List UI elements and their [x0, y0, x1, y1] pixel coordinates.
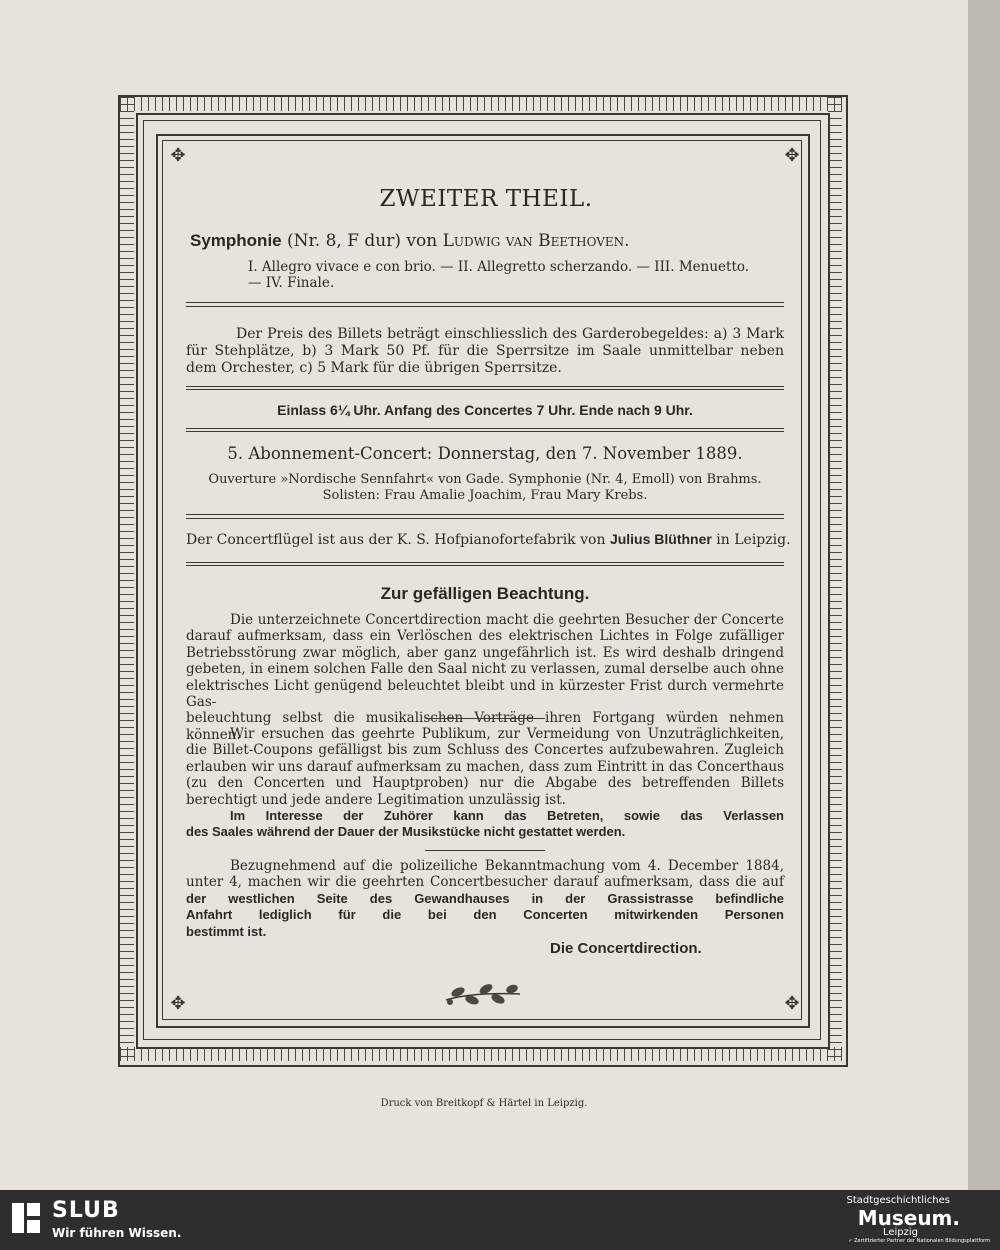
piano-maker: Julius Blüthner: [609, 531, 712, 547]
short-divider: [425, 850, 545, 851]
printer-imprint: Druck von Breitkopf & Härtel in Leipzig.: [380, 1098, 588, 1109]
notice-line: berechtigt und jede andere Legitimation unzulässig ist.: [186, 791, 566, 808]
leaf-vignette-icon: [442, 980, 524, 1010]
price-info: [186, 326, 784, 377]
border-hatch-left: [120, 97, 134, 1061]
border-hatch-top: [120, 97, 842, 111]
next-concert-soloists: Solisten: Frau Amalie Joachim, Frau Mary Krebs.: [322, 488, 648, 503]
museum-note: ✓ Zertifizierter Partner der Nationalen Bildungsplattform: [848, 1238, 990, 1244]
movements-line-2: — IV. Finale.: [248, 275, 335, 291]
notice-line: Betriebsstörung zwar möglich, aber ganz ungefährlich ist. Es wird deshalb dringend: [186, 644, 784, 661]
divider: [186, 386, 784, 390]
notice-line: Anfahrt lediglich für die bei den Concerten mitwirkenden Personen: [186, 907, 784, 923]
library-name[interactable]: SLUB: [52, 1198, 120, 1223]
divider: [186, 514, 784, 519]
price-line: Der Preis des Billets beträgt einschliesslich des Garderobegeldes: a) 3 Mark: [236, 326, 784, 342]
notice-paragraph-3: [186, 858, 784, 940]
notice-line: die Billet-Coupons gefälligst bis zum Schluss des Concertes aufzubewahren. Zugleich: [186, 742, 784, 759]
notice-heading: Zur gefälligen Beachtung.: [380, 584, 590, 603]
corner-ornament-icon: ✥: [170, 145, 186, 166]
next-concert-program: Ouverture »Nordische Sennfahrt« von Gade. Symphonie (Nr. 4, Emoll) von Brahms.: [208, 472, 762, 487]
corner-ornament-icon: ✥: [784, 993, 800, 1014]
library-tagline: Wir führen Wissen.: [52, 1226, 182, 1240]
movements-line-1: I. Allegro vivace e con brio. — II. Allegretto scherzando. — III. Menuetto.: [248, 259, 750, 275]
divider: [186, 428, 784, 432]
slub-logo-icon[interactable]: [12, 1203, 40, 1233]
corner-ornament-icon: ✥: [170, 993, 186, 1014]
footer-bar: [0, 1190, 1000, 1250]
divider: [186, 562, 784, 566]
notice-line: erlauben wir uns darauf aufmerksam zu machen, dass zum Eintritt in das Concerthaus: [186, 758, 784, 775]
symphony-line: [190, 231, 630, 251]
notice-emphasis: des Saales während der Dauer der Musikstücke nicht gestattet werden.: [186, 824, 626, 840]
admission-times: Einlass 6¼ Uhr. Anfang des Concertes 7 Uhr. Ende nach 9 Uhr.: [277, 402, 693, 418]
symphony-detail: (Nr. 8, F dur) von: [287, 231, 438, 251]
notice-line: bestimmt ist.: [186, 923, 267, 939]
museum-logo[interactable]: Museum.: [857, 1206, 960, 1230]
short-divider: [425, 718, 545, 719]
notice-line: Die unterzeichnete Concertdirection macht die geehrten Besucher der Concerte: [230, 612, 784, 628]
notice-paragraph-1: [186, 612, 784, 743]
notice-line: beleuchtung selbst die musikalischen Vorträge ihren Fortgang würden nehmen können.: [186, 710, 784, 743]
notice-line: Bezugnehmend auf die polizeiliche Bekanntmachung vom 4. December 1884,: [230, 858, 784, 874]
price-line: dem Orchester, c) 5 Mark für die übrigen Sperrsitze.: [186, 360, 562, 376]
border-hatch-right: [828, 97, 842, 1061]
piano-credit: [186, 531, 791, 548]
notice-line: unter 4, machen wir die geehrten Concertbesucher darauf aufmerksam, dass die auf: [186, 874, 784, 891]
page-edge: [968, 0, 1000, 1190]
price-line: für Stehplätze, b) 3 Mark 50 Pf. für die Sperrsitze im Saale unmittelbar neben: [186, 343, 784, 359]
notice-paragraph-2: [186, 726, 784, 841]
symphony-label: Symphonie: [190, 231, 282, 250]
section-title: ZWEITER THEIL.: [379, 186, 593, 212]
notice-line: Wir ersuchen das geehrte Publikum, zur Vermeidung von Unzuträglichkeiten,: [230, 726, 784, 742]
museum-city: Leipzig: [882, 1227, 918, 1238]
border-hatch-bottom: [120, 1047, 842, 1061]
signature: Die Concertdirection.: [550, 940, 702, 957]
notice-line: der westlichen Seite des Gewandhauses in der Grassistrasse befindliche: [186, 890, 784, 906]
next-concert-heading: 5. Abonnement-Concert: Donnerstag, den 7. November 1889.: [227, 444, 743, 463]
piano-text: Der Concertflügel ist aus der K. S. Hofpianofortefabrik von: [186, 532, 606, 548]
divider: [186, 302, 784, 307]
corner-ornament-icon: ✥: [784, 145, 800, 166]
symphony-composer: Ludwig van Beethoven.: [442, 231, 630, 251]
notice-line: elektrisches Licht genügend beleuchtet bleibt und in kürzester Frist durch vermehrte Gas-: [186, 677, 784, 711]
notice-emphasis: Im Interesse der Zuhörer kann das Betreten, sowie das Verlassen: [230, 808, 784, 824]
notice-line: (zu den Concerten und Hauptproben) nur die Abgabe des betreffenden Billets: [186, 775, 784, 792]
piano-text: in Leipzig.: [716, 532, 791, 548]
notice-line: darauf aufmerksam, dass ein Verlöschen des elektrischen Lichtes in Folge zufälliger: [186, 628, 784, 645]
museum-label: Stadtgeschichtliches: [846, 1195, 950, 1206]
notice-line: gebeten, in einem solchen Falle den Saal nicht zu verlassen, zumal derselbe auch ohne: [186, 661, 784, 678]
